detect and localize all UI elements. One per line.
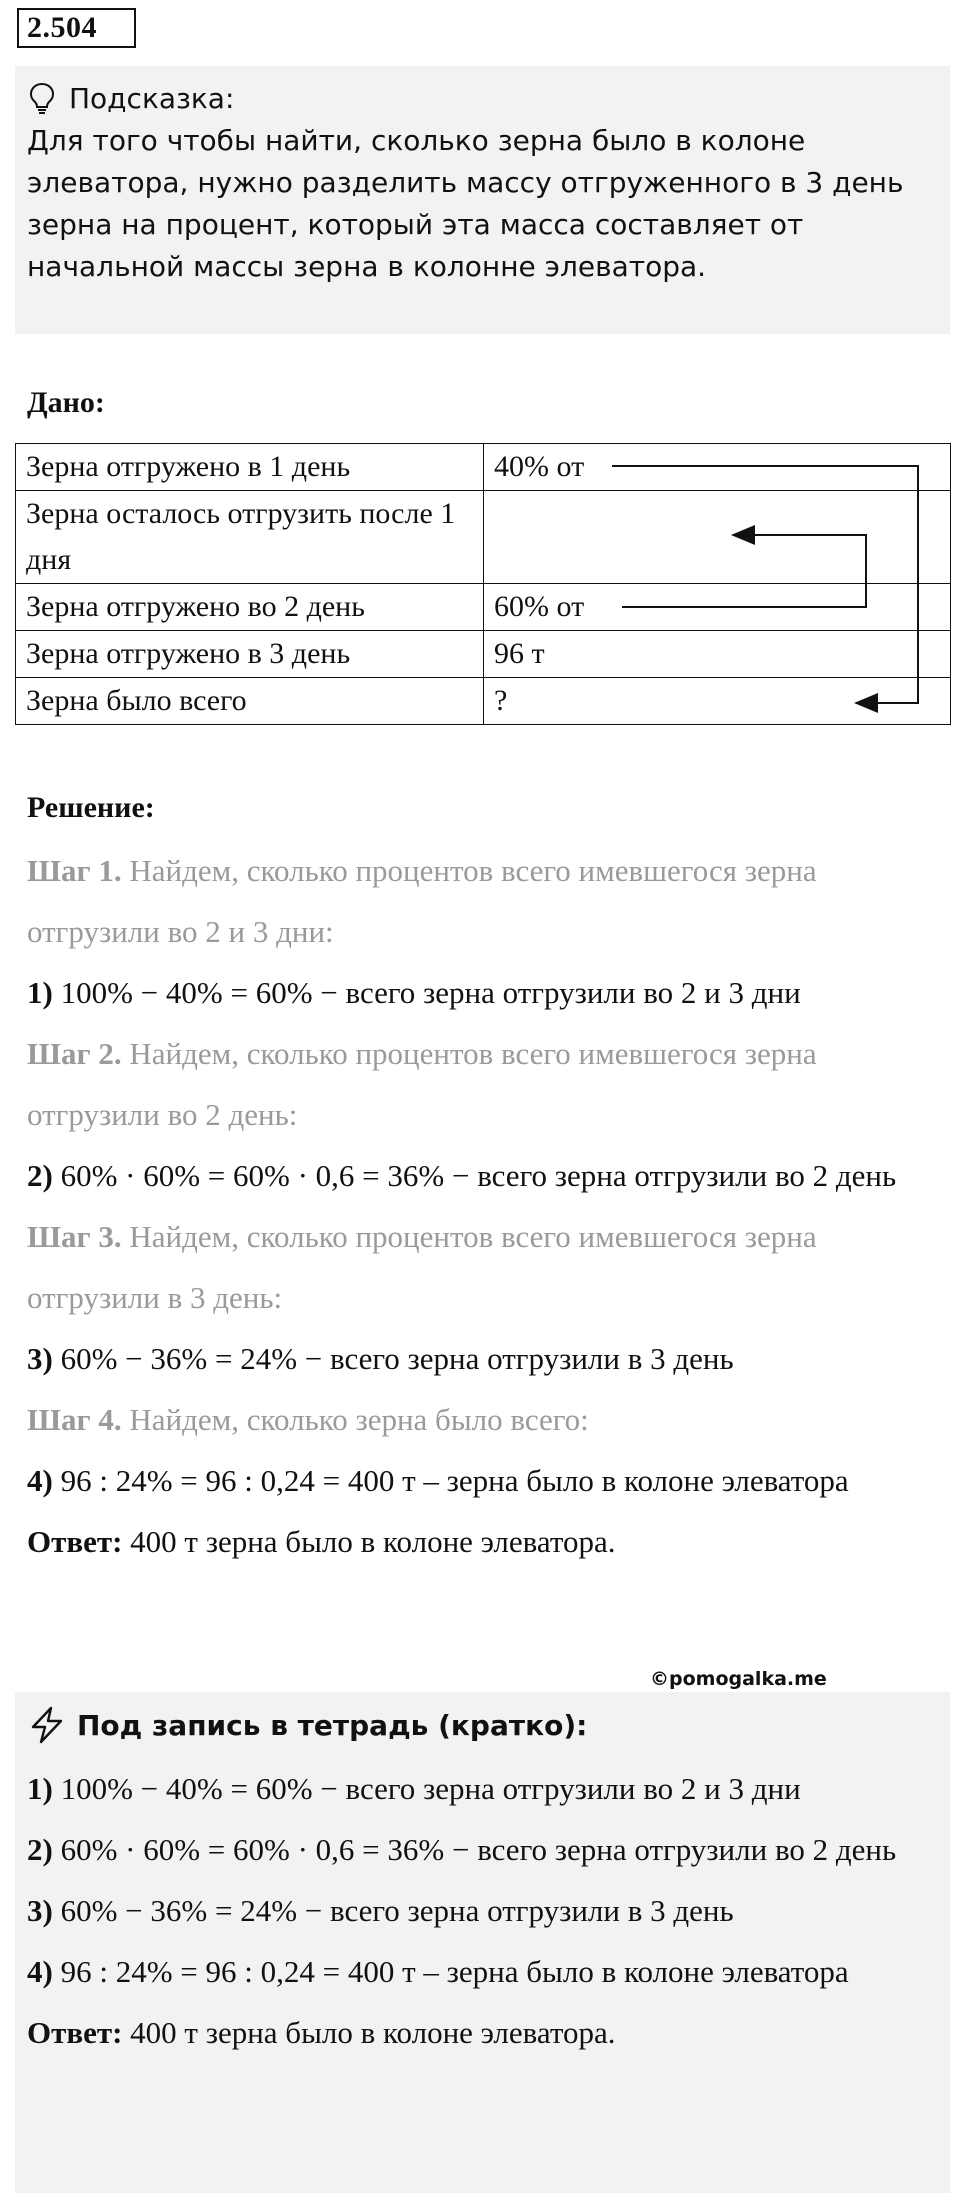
- watermark: ©pomogalka.me: [650, 1668, 827, 1690]
- problem-number: 2.504: [17, 8, 136, 48]
- hint-box: [15, 66, 950, 334]
- given-label: Зерна было всего: [16, 678, 484, 725]
- hint-header: [27, 78, 938, 120]
- table-row: [16, 631, 951, 678]
- calculation: 4) 96 : 24% = 96 : 0,24 = 400 т – зерна было в колоне элеватора: [27, 1463, 849, 1498]
- hint-part: , нужно: [179, 166, 302, 199]
- calculation: 3) 60% − 36% = 24% − всего зерна отгрузили в 3 день: [27, 1341, 734, 1376]
- solution-body: [27, 840, 947, 1572]
- hint-text: [27, 120, 938, 288]
- notes-box: [15, 1692, 950, 2193]
- hint-title: Подсказка:: [69, 82, 235, 115]
- step-description: Шаг 4. Найдем, сколько зерна было всего:: [27, 1402, 589, 1437]
- notes-line: 1) 100% − 40% = 60% − всего зерна отгрузили во 2 и 3 дни: [27, 1771, 801, 1806]
- notes-line: 4) 96 : 24% = 96 : 0,24 = 400 т – зерна было в колоне элеватора: [27, 1954, 849, 1989]
- table-row: [16, 584, 951, 631]
- given-label: Зерна отгружено во 2 день: [16, 584, 484, 631]
- notes-line: 2) 60% · 60% = 60% · 0,6 = 36% − всего зерна отгрузили во 2 день: [27, 1832, 897, 1867]
- given-title: Дано:: [27, 386, 105, 419]
- table-row: [16, 678, 951, 725]
- hint-part: .: [697, 250, 707, 283]
- given-label: Зерна осталось отгрузить после 1 дня: [16, 491, 484, 584]
- notes-body: [27, 1758, 938, 2063]
- given-value: 96 т: [484, 631, 951, 678]
- hint-part: разделить массу отгруженного в 3 день зерна на процент, который эта масса составляет от начальной массы зерна в колонне элеватора: [27, 166, 904, 283]
- given-value: 60% от: [484, 584, 951, 631]
- solution-title: Решение:: [27, 791, 155, 824]
- step-description: Шаг 1. Найдем, сколько процентов всего имевшегося зерна отгрузили во 2 и 3 дни:: [27, 853, 817, 949]
- lightning-icon: [27, 1705, 67, 1745]
- given-value: [484, 491, 951, 584]
- notes-answer: Ответ: 400 т зерна было в колоне элеватора.: [27, 2015, 616, 2050]
- table-row: [16, 444, 951, 491]
- notes-line: 3) 60% − 36% = 24% − всего зерна отгрузили в 3 день: [27, 1893, 734, 1928]
- hint-part: Для того чтобы найти,: [27, 124, 371, 157]
- hint-part: сколько зерна было в колоне элеватора: [27, 124, 806, 199]
- lightbulb-icon: [27, 82, 57, 116]
- answer: Ответ: 400 т зерна было в колоне элеватора.: [27, 1524, 616, 1559]
- calculation: 2) 60% · 60% = 60% · 0,6 = 36% − всего зерна отгрузили во 2 день: [27, 1158, 897, 1193]
- notes-title: Под запись в тетрадь (кратко):: [77, 1708, 588, 1742]
- calculation: 1) 100% − 40% = 60% − всего зерна отгрузили во 2 и 3 дни: [27, 975, 801, 1010]
- given-value: 40% от: [484, 444, 951, 491]
- given-value: ?: [484, 678, 951, 725]
- notes-header: [27, 1700, 938, 1750]
- given-label: Зерна отгружено в 3 день: [16, 631, 484, 678]
- given-label: Зерна отгружено в 1 день: [16, 444, 484, 491]
- table-row: [16, 491, 951, 584]
- given-table: [15, 443, 951, 725]
- step-description: Шаг 2. Найдем, сколько процентов всего имевшегося зерна отгрузили во 2 день:: [27, 1036, 817, 1132]
- step-description: Шаг 3. Найдем, сколько процентов всего имевшегося зерна отгрузили в 3 день:: [27, 1219, 817, 1315]
